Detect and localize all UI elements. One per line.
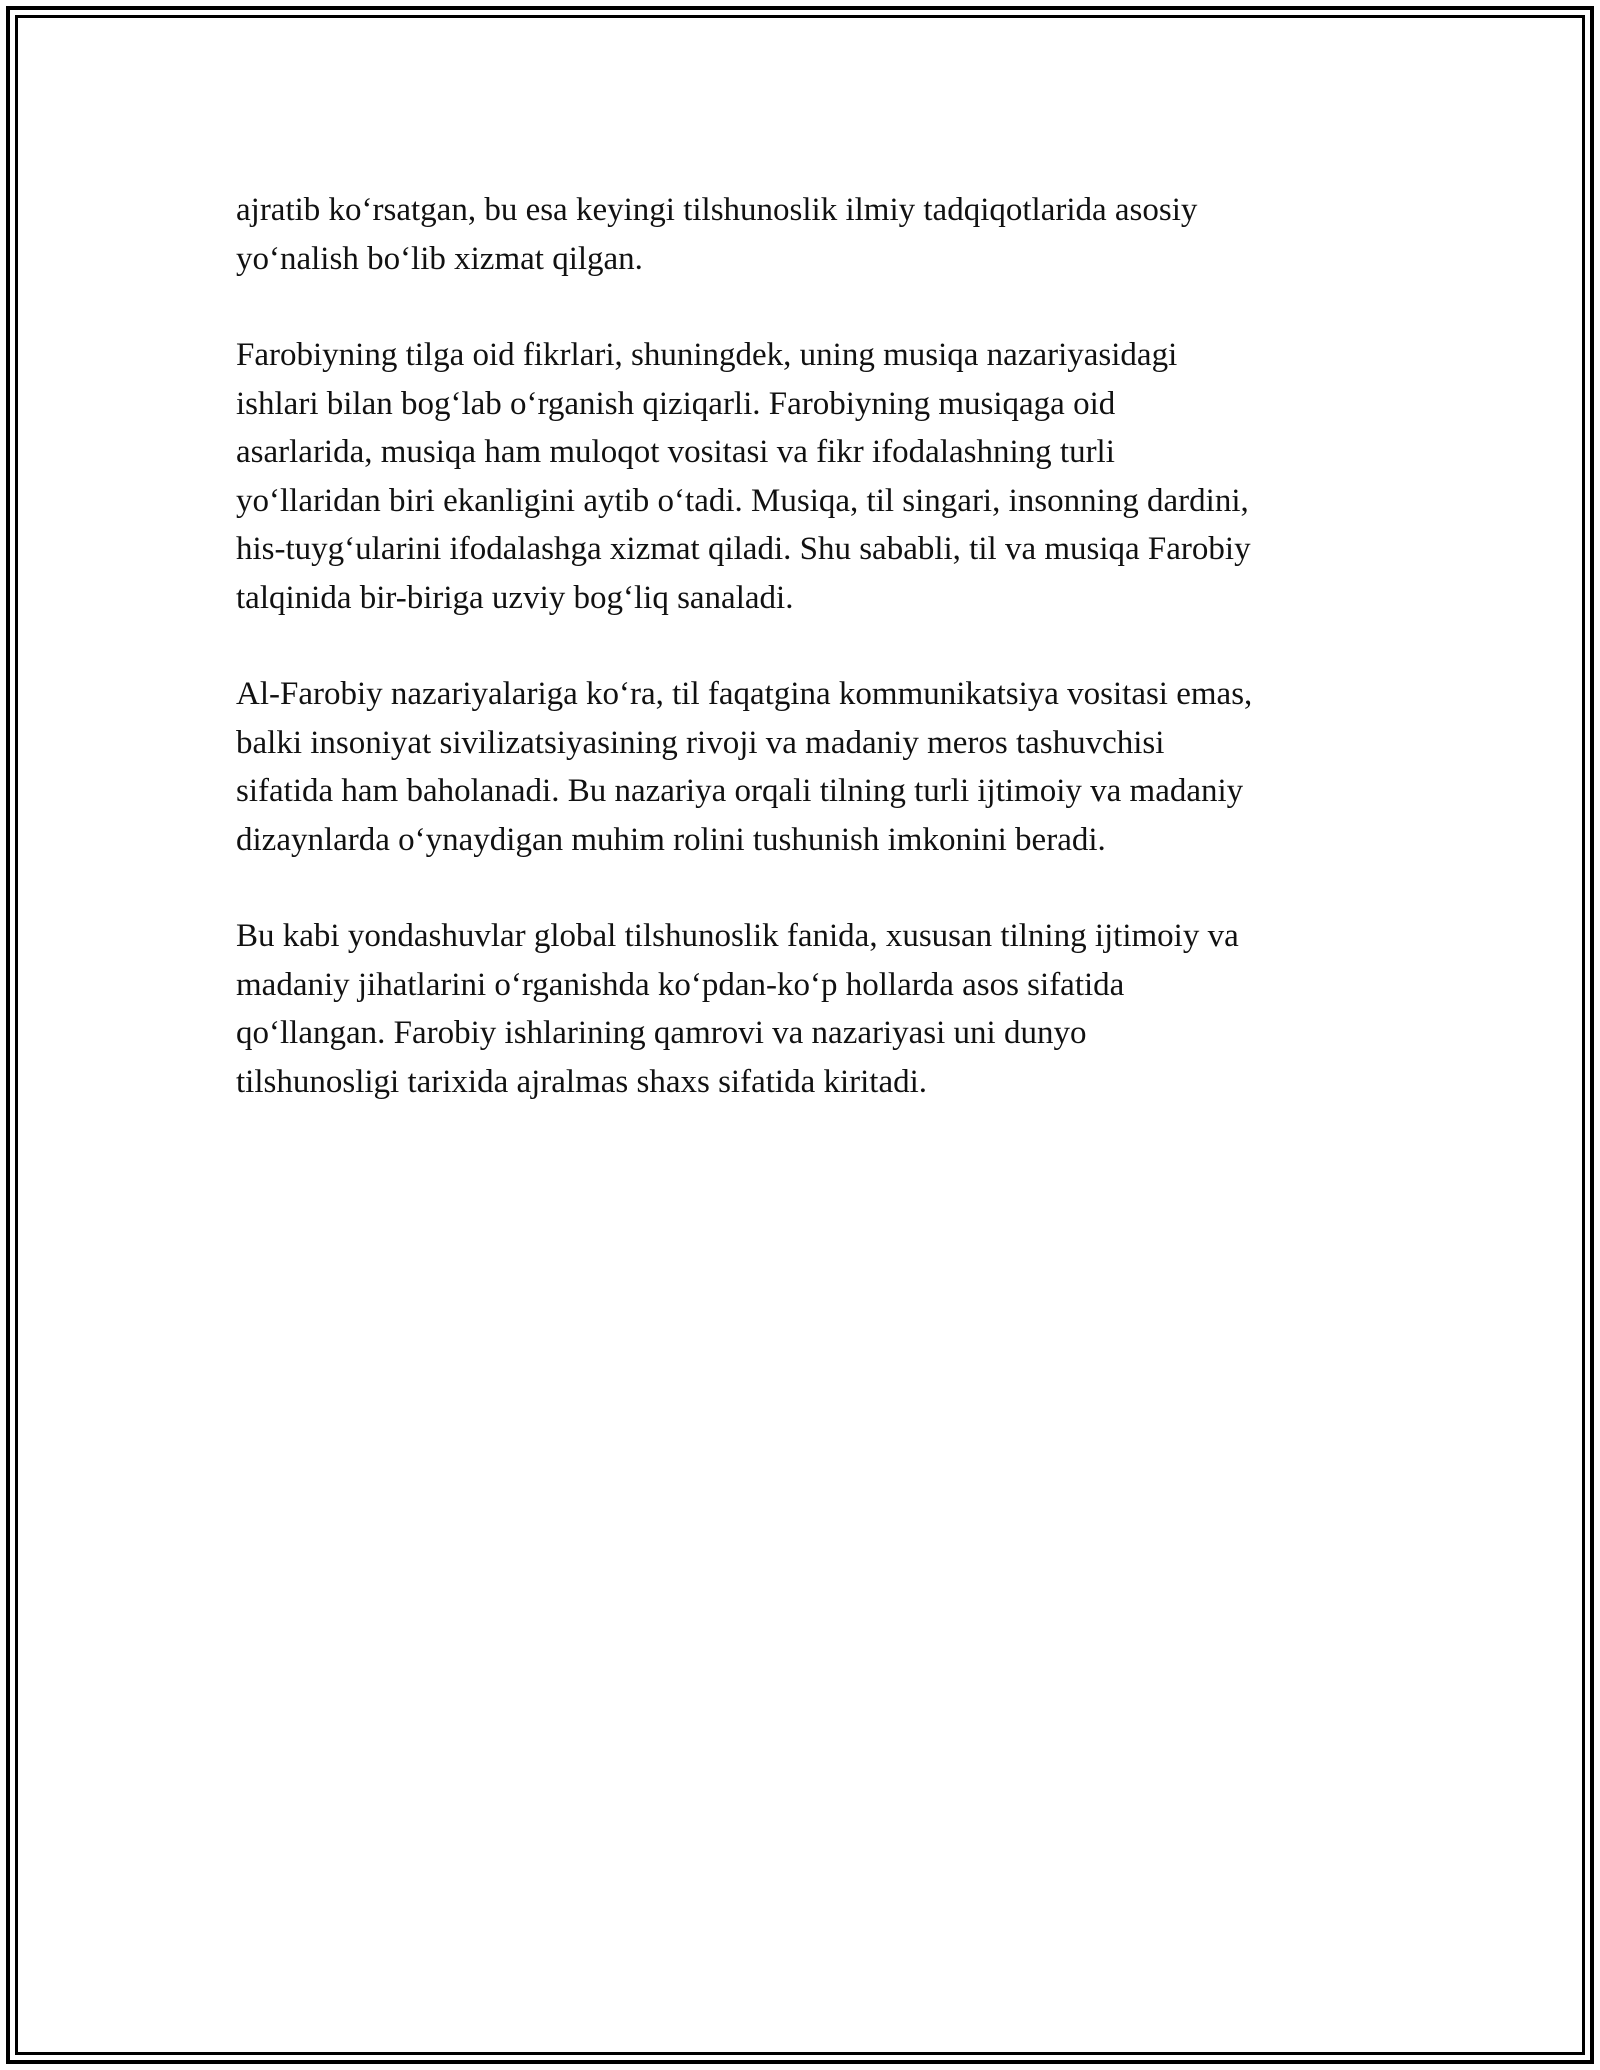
text-line: yo‘nalish bo‘lib xizmat qilgan.	[236, 240, 643, 277]
text-line: madaniy jihatlarini o‘rganishda ko‘pdan-ko‘p hollarda asos sifatida	[236, 966, 1125, 1003]
text-line: Bu kabi yondashuvlar global tilshunoslik fanida, xususan tilning ijtimoiy va	[236, 918, 1239, 954]
text-line: dizaynlarda o‘ynaydigan muhim rolini tushunish imkonini beradi.	[236, 821, 1106, 858]
text-line: Farobiyning tilga oid fikrlari, shuningdek, uning musiqa nazariyasidagi	[236, 337, 1178, 373]
text-line: Al-Farobiy nazariyalariga ko‘ra, til faqatgina kommunikatsiya vositasi emas,	[236, 676, 1253, 712]
paragraph-3	[236, 670, 1376, 864]
text-line: sifatida ham baholanadi. Bu nazariya orqali tilning turli ijtimoiy va madaniy	[236, 773, 1244, 809]
text-line: asarlarida, musiqa ham muloqot vositasi va fikr ifodalashning turli	[236, 434, 1115, 470]
paragraph-4	[236, 912, 1376, 1106]
text-line: talqinida bir-biriga uzviy bog‘liq sanaladi.	[236, 579, 794, 616]
paragraph-1	[236, 186, 1376, 283]
text-line: qo‘llangan. Farobiy ishlarining qamrovi va nazariyasi uni dunyo	[236, 1015, 1087, 1051]
text-line: balki insoniyat sivilizatsiyasining rivoji va madaniy meros tashuvchisi	[236, 724, 1165, 761]
text-line: yo‘llaridan biri ekanligini aytib o‘tadi. Musiqa, til singari, insonning dardini,	[236, 482, 1249, 519]
text-line: tilshunosligi tarixida ajralmas shaxs sifatida kiritadi.	[236, 1063, 928, 1100]
page-body	[236, 186, 1376, 1154]
paragraph-2	[236, 331, 1376, 622]
text-line: ajratib ko‘rsatgan, bu esa keyingi tilshunoslik ilmiy tadqiqotlarida asosiy	[236, 192, 1198, 228]
text-line: ishlari bilan bog‘lab o‘rganish qiziqarli. Farobiyning musiqaga oid	[236, 385, 1116, 422]
text-line: his-tuyg‘ularini ifodalashga xizmat qiladi. Shu sababli, til va musiqa Farobiy	[236, 531, 1251, 567]
